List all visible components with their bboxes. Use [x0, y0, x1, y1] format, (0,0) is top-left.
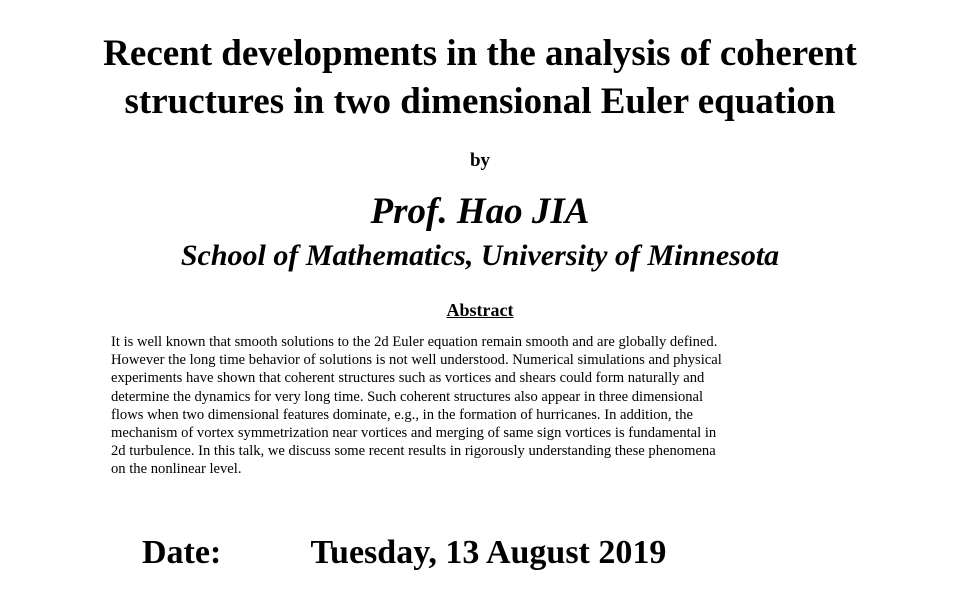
abstract-line-8: on the nonlinear level. [111, 461, 242, 478]
date-value: Tuesday, 13 August 2019 [310, 534, 667, 571]
by-label: by [469, 150, 491, 171]
speaker-affiliation: School of Mathematics, University of Minnesota [180, 239, 780, 272]
abstract-body [111, 333, 871, 479]
abstract-line-4: determine the dynamics for very long time. Such coherent structures also appear in three dimensional [111, 388, 704, 405]
abstract-line-1: It is well known that smooth solutions to the 2d Euler equation remain smooth and are globally defined. [111, 334, 718, 350]
talk-title-line-2: structures in two dimensional Euler equation [124, 81, 836, 122]
abstract-heading [0, 299, 960, 321]
speaker-name: Prof. Hao JIA [370, 191, 590, 232]
abstract-line-5: flows when two dimensional features dominate, e.g., in the formation of hurricanes. In addition, the [111, 406, 693, 423]
abstract-line-7: 2d turbulence. In this talk, we discuss some recent results in rigorously understanding these phenomena [111, 443, 716, 460]
talk-title-line-1: Recent developments in the analysis of coherent [103, 33, 857, 74]
abstract-line-2: However the long time behavior of solutions is not well understood. Numerical simulations and physical [111, 352, 722, 369]
abstract-line-6: mechanism of vortex symmetrization near vortices and merging of same sign vortices is fundamental in [111, 425, 717, 442]
date-label: Date: [142, 534, 222, 571]
date-row [142, 531, 666, 575]
abstract-heading-text: Abstract [446, 300, 514, 320]
abstract-line-3: experiments have shown that coherent structures such as vortices and shears could form naturally and [111, 370, 705, 387]
talk-title [0, 30, 960, 126]
